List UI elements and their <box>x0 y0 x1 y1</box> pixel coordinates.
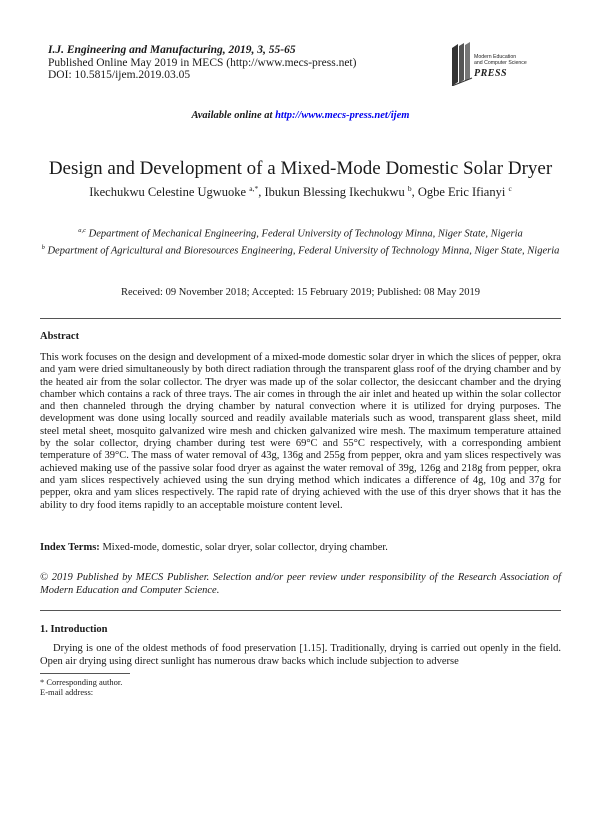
affiliation-sup: b <box>41 243 45 251</box>
corresponding-author-note: * Corresponding author. <box>40 677 123 687</box>
published-online: Published Online May 2019 in MECS (http://www.mecs-press.net) <box>48 56 357 69</box>
copyright-notice: © 2019 Published by MECS Publisher. Selection and/or peer review under responsibility of the Research Association of Modern Education and Computer Science. <box>40 572 561 596</box>
journal-header <box>48 44 356 82</box>
logo-press: PRESS <box>474 68 508 79</box>
author: Ogbe Eric Ifianyi <box>417 185 506 200</box>
section-divider <box>40 610 561 611</box>
abstract-heading: Abstract <box>40 331 80 342</box>
footnote-divider <box>40 673 130 674</box>
author-sup: c <box>508 184 512 193</box>
author-sup: a,* <box>249 184 259 193</box>
affiliations <box>40 224 561 257</box>
journal-citation <box>48 44 356 57</box>
affiliation <box>40 241 561 258</box>
available-online <box>0 110 601 121</box>
author-list <box>0 184 601 200</box>
paper-title: Design and Development of a Mixed-Mode Domestic Solar Dryer <box>48 158 553 179</box>
index-terms-label: Index Terms: <box>40 542 100 553</box>
logo-line-2: and Computer Science <box>474 60 527 66</box>
affiliation <box>40 224 561 241</box>
index-terms <box>40 542 561 553</box>
author: Ikechukwu Celestine Ugwuoke <box>89 185 247 200</box>
doi: DOI: 10.5815/ijem.2019.03.05 <box>48 69 191 81</box>
author-separator: , <box>411 185 418 200</box>
introduction-body: Drying is one of the oldest methods of food preservation [1.15]. Traditionally, drying is carried out openly in the field. Open air drying using direct sunlight has numerous draw backs which include subjection to adverse <box>40 643 561 667</box>
journal-issue: , 2019, 3, 55-65 <box>222 44 296 56</box>
journal-name: I.J. Engineering and Manufacturing <box>48 44 223 56</box>
available-prefix: Available online at <box>191 110 276 121</box>
affiliation-text: Department of Agricultural and Bioresources Engineering, Federal University of Technology Minna, Niger State, Nigeria <box>47 245 560 256</box>
affiliation-text: Department of Mechanical Engineering, Federal University of Technology Minna, Niger State, Nigeria <box>88 228 523 240</box>
introduction-heading: 1. Introduction <box>40 624 108 635</box>
author-sup: b <box>407 184 412 193</box>
author: Ibukun Blessing Ikechukwu <box>264 185 405 200</box>
books-logo-icon <box>450 42 474 86</box>
logo-text <box>474 54 527 66</box>
top-divider <box>40 318 561 319</box>
abstract-body: This work focuses on the design and development of a mixed-mode domestic solar dryer in which the slices of pepper, okra and yam were dried simultaneously by both direct radiation through the transparent glass roof of the drying chamber and by the heated air from the solar collector. The dryer was made up of the solar collector, the desiccant chamber and the drying chamber which contains a rack of three trays. The air comes in through the air inlet and heated up within the solar collector and then channeled through the drying chamber by natural convection where it is utilized for drying purposes. The development was done using locally sourced and readily available materials such as wood, transparent glass sheet, mild steel metal sheet, mosquito galvanized wire mesh and chicken galvanized wire mesh. The maximum temperature attained by the solar collector, drying chamber during test were 69°C and 55°C respectively, with a corresponding ambient temperature of 39°C. The mass of water removal of 43g, 136g and 255g from pepper, okra and yam slices respectively was achieved making use of the passive solar food dryer as against the water removal of 39g, 126g and 218g from pepper, okra and yam slices respectively achieved using the sun drying method which indicates a difference of 4g, 10g and 37g for pepper, okra and yam slices respectively. The rapid rate of drying achieved with the use of this dryer shows that it has the ability to dry food items rapidly to an acceptable moisture content level. <box>40 352 561 511</box>
affiliation-sup: a,c <box>78 227 86 234</box>
received-dates: Received: 09 November 2018; Accepted: 15 February 2019; Published: 08 May 2019 <box>121 287 480 298</box>
footnotes <box>40 677 122 697</box>
journal-link[interactable]: http://www.mecs-press.net/ijem <box>275 110 410 121</box>
index-terms-text: Mixed-mode, domestic, solar dryer, solar collector, drying chamber. <box>99 542 388 553</box>
email-note: E-mail address: <box>40 687 94 697</box>
logo-line-1: Modern Education <box>474 54 517 60</box>
author-separator: , <box>258 185 265 200</box>
mecs-press-logo <box>450 40 560 90</box>
